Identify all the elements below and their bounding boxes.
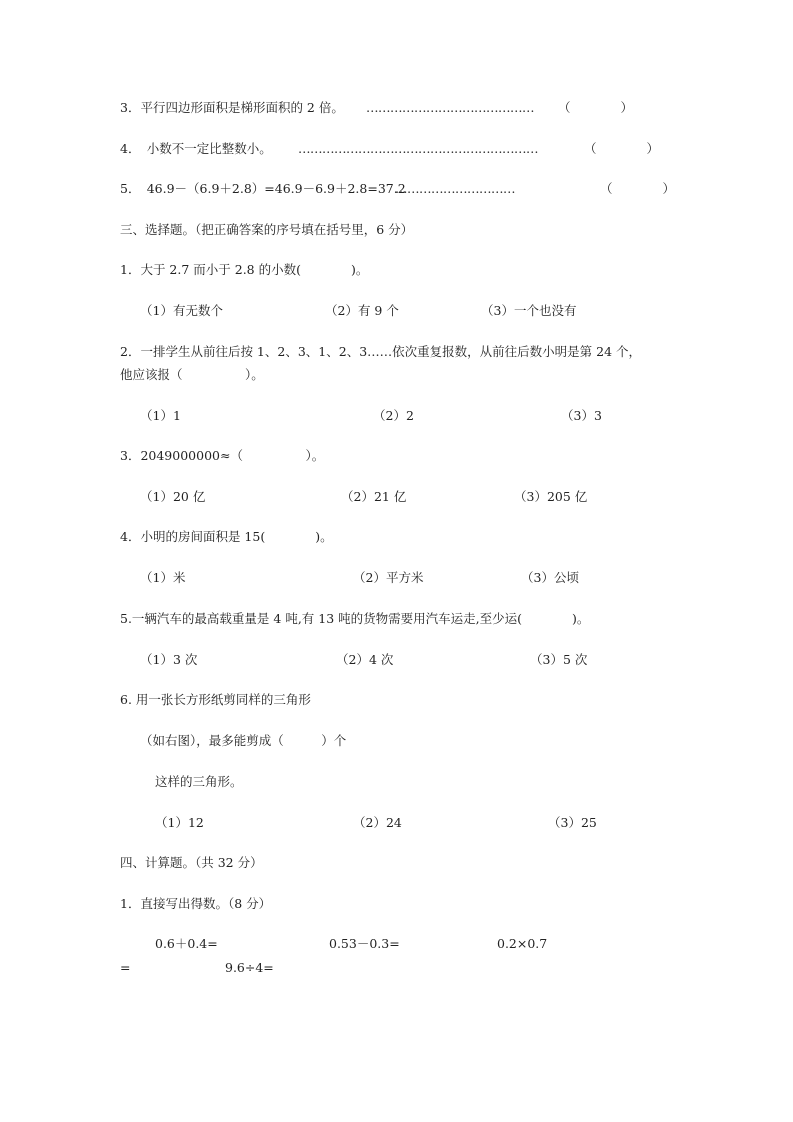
choice-q6-option-3: （3）25 bbox=[548, 815, 597, 830]
calc-expr-1: 0.6＋0.4= bbox=[155, 936, 218, 951]
section4-sub1: 1．直接写出得数。（8 分） bbox=[120, 896, 272, 911]
judge-q4-text: 4． 小数不一定比整数小。 bbox=[120, 141, 272, 156]
calc-expr-3: 0.2×0.7 bbox=[497, 936, 548, 951]
choice-q1-option-3: （3）一个也没有 bbox=[481, 303, 577, 318]
choice-q2-option-2: （2）2 bbox=[373, 408, 414, 423]
choice-q6-option-2: （2）24 bbox=[353, 815, 402, 830]
choice-q3-option-3: （3）205 亿 bbox=[514, 489, 588, 504]
calc-expr-4: 9.6÷4= bbox=[225, 960, 274, 975]
choice-q4-option-1: （1）米 bbox=[140, 570, 186, 585]
choice-q2-line2: 他应该报（ ）。 bbox=[120, 367, 264, 382]
choice-q4-option-3: （3）公顷 bbox=[521, 570, 579, 585]
judge-q5-dots: ………………………… bbox=[395, 181, 515, 196]
choice-q5-option-2: （2）4 次 bbox=[336, 652, 394, 667]
judge-q3-dots: …………………………………… bbox=[366, 100, 534, 115]
judge-q5-answer-paren[interactable]: （ ） bbox=[600, 181, 676, 196]
choice-q6-option-1: （1）12 bbox=[155, 815, 204, 830]
choice-q2-option-1: （1）1 bbox=[140, 408, 181, 423]
calc-expr-2: 0.53－0.3= bbox=[329, 936, 400, 951]
choice-q5-option-3: （3）5 次 bbox=[530, 652, 588, 667]
judge-q3-answer-paren[interactable]: （ ） bbox=[558, 100, 634, 115]
judge-q5-text: 5． 46.9－（6.9＋2.8）=46.9－6.9＋2.8=37.2 bbox=[120, 181, 406, 196]
choice-q6-line1: 6. 用一张长方形纸剪同样的三角形 bbox=[120, 692, 311, 707]
choice-q3-text: 3．2049000000≈（ ）。 bbox=[120, 448, 325, 463]
choice-q3-option-1: （1）20 亿 bbox=[140, 489, 206, 504]
choice-q4-option-2: （2）平方米 bbox=[353, 570, 424, 585]
calc-expr-3-equals: = bbox=[120, 960, 131, 975]
choice-q5-text: 5.一辆汽车的最高载重量是 4 吨,有 13 吨的货物需要用汽车运走,至少运( )。 bbox=[120, 611, 590, 626]
choice-q1-option-1: （1）有无数个 bbox=[140, 303, 223, 318]
choice-q4-text: 4．小明的房间面积是 15( )。 bbox=[120, 529, 333, 544]
judge-q4-dots: …………………………………………………… bbox=[298, 141, 538, 156]
choice-q6-line3: 这样的三角形。 bbox=[155, 774, 243, 789]
section4-heading: 四、计算题。（共 32 分） bbox=[120, 855, 263, 870]
judge-q4-answer-paren[interactable]: （ ） bbox=[584, 141, 660, 156]
choice-q2-line1: 2．一排学生从前往后按 1、2、3、1、2、3……依次重复报数，从前往后数小明是第 24 个， bbox=[120, 344, 641, 359]
choice-q5-option-1: （1）3 次 bbox=[140, 652, 198, 667]
section3-heading: 三、选择题。（把正确答案的序号填在括号里，6 分） bbox=[120, 222, 414, 237]
choice-q3-option-2: （2）21 亿 bbox=[341, 489, 407, 504]
choice-q6-line2: （如右图），最多能剪成（ ）个 bbox=[140, 733, 347, 748]
choice-q1-option-2: （2）有 9 个 bbox=[325, 303, 399, 318]
judge-q3-text: 3．平行四边形面积是梯形面积的 2 倍。 bbox=[120, 100, 344, 115]
choice-q2-option-3: （3）3 bbox=[561, 408, 602, 423]
choice-q1-text: 1．大于 2.7 而小于 2.8 的小数( )。 bbox=[120, 262, 369, 277]
